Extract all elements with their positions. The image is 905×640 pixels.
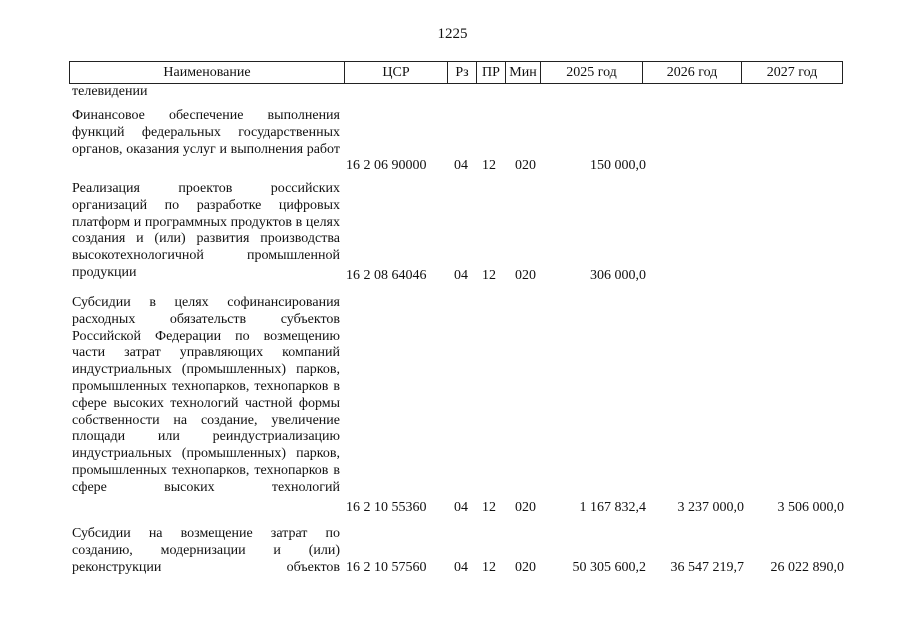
col-csr: ЦСР bbox=[345, 62, 448, 84]
row-pr: 12 bbox=[482, 268, 496, 283]
row-name: Субсидии на возмещение затрат по созданию, модернизации и (или) реконструкции объектов bbox=[72, 526, 340, 575]
row-pr: 12 bbox=[482, 500, 496, 515]
row-2026: 3 237 000,0 bbox=[677, 500, 744, 515]
row-rz: 04 bbox=[454, 560, 468, 575]
row-rz: 04 bbox=[454, 500, 468, 515]
row-name: телевидении bbox=[72, 84, 148, 99]
row-name: Финансовое обеспечение выполнения функций федеральных государственных органов, оказания услуг и выполнения работ bbox=[72, 108, 340, 157]
row-2026: 36 547 219,7 bbox=[670, 560, 744, 575]
row-min: 020 bbox=[515, 500, 536, 515]
row-2025: 1 167 832,4 bbox=[579, 500, 646, 515]
row-2027: 3 506 000,0 bbox=[777, 500, 844, 515]
row-pr: 12 bbox=[482, 158, 496, 173]
row-csr: 16 2 06 90000 bbox=[346, 158, 427, 173]
col-name: Наименование bbox=[70, 62, 345, 84]
table-row bbox=[69, 181, 852, 285]
col-2025: 2025 год bbox=[541, 62, 643, 84]
table-row bbox=[69, 295, 852, 517]
row-name: Реализация проектов российских организаций по разработке цифровых платформ и программных продуктов в целях создания и (или) развития производства высокотехнологичной промышленной продукции bbox=[72, 181, 340, 280]
row-2027: 26 022 890,0 bbox=[770, 560, 844, 575]
row-2025: 150 000,0 bbox=[590, 158, 646, 173]
row-min: 020 bbox=[515, 158, 536, 173]
page-number: 1225 bbox=[437, 26, 468, 42]
col-2027: 2027 год bbox=[742, 62, 843, 84]
row-2025: 306 000,0 bbox=[590, 268, 646, 283]
row-min: 020 bbox=[515, 268, 536, 283]
row-min: 020 bbox=[515, 560, 536, 575]
table-row bbox=[69, 84, 852, 102]
row-csr: 16 2 10 55360 bbox=[346, 500, 427, 515]
col-pr: ПР bbox=[477, 62, 506, 84]
row-pr: 12 bbox=[482, 560, 496, 575]
table-header bbox=[69, 61, 843, 84]
row-rz: 04 bbox=[454, 158, 468, 173]
table-row bbox=[69, 108, 852, 176]
row-csr: 16 2 10 57560 bbox=[346, 560, 427, 575]
table-row bbox=[69, 526, 852, 580]
col-2026: 2026 год bbox=[643, 62, 742, 84]
row-csr: 16 2 08 64046 bbox=[346, 268, 427, 283]
row-name: Субсидии в целях софинансирования расходных обязательств субъектов Российской Федерации по возмещению части затрат управляющих компаний индустриальных (промышленных) парков, промышленных технопарков, технопарков в сфере высоких технологий частной формы собственности на создание, увеличение площади или реиндустриализацию индустриальных (промышленных) парков, промышленных технопарков, технопарков в сфере высоких технологий bbox=[72, 295, 340, 495]
row-rz: 04 bbox=[454, 268, 468, 283]
col-min: Мин bbox=[506, 62, 541, 84]
col-rz: Рз bbox=[448, 62, 477, 84]
row-2025: 50 305 600,2 bbox=[572, 560, 646, 575]
